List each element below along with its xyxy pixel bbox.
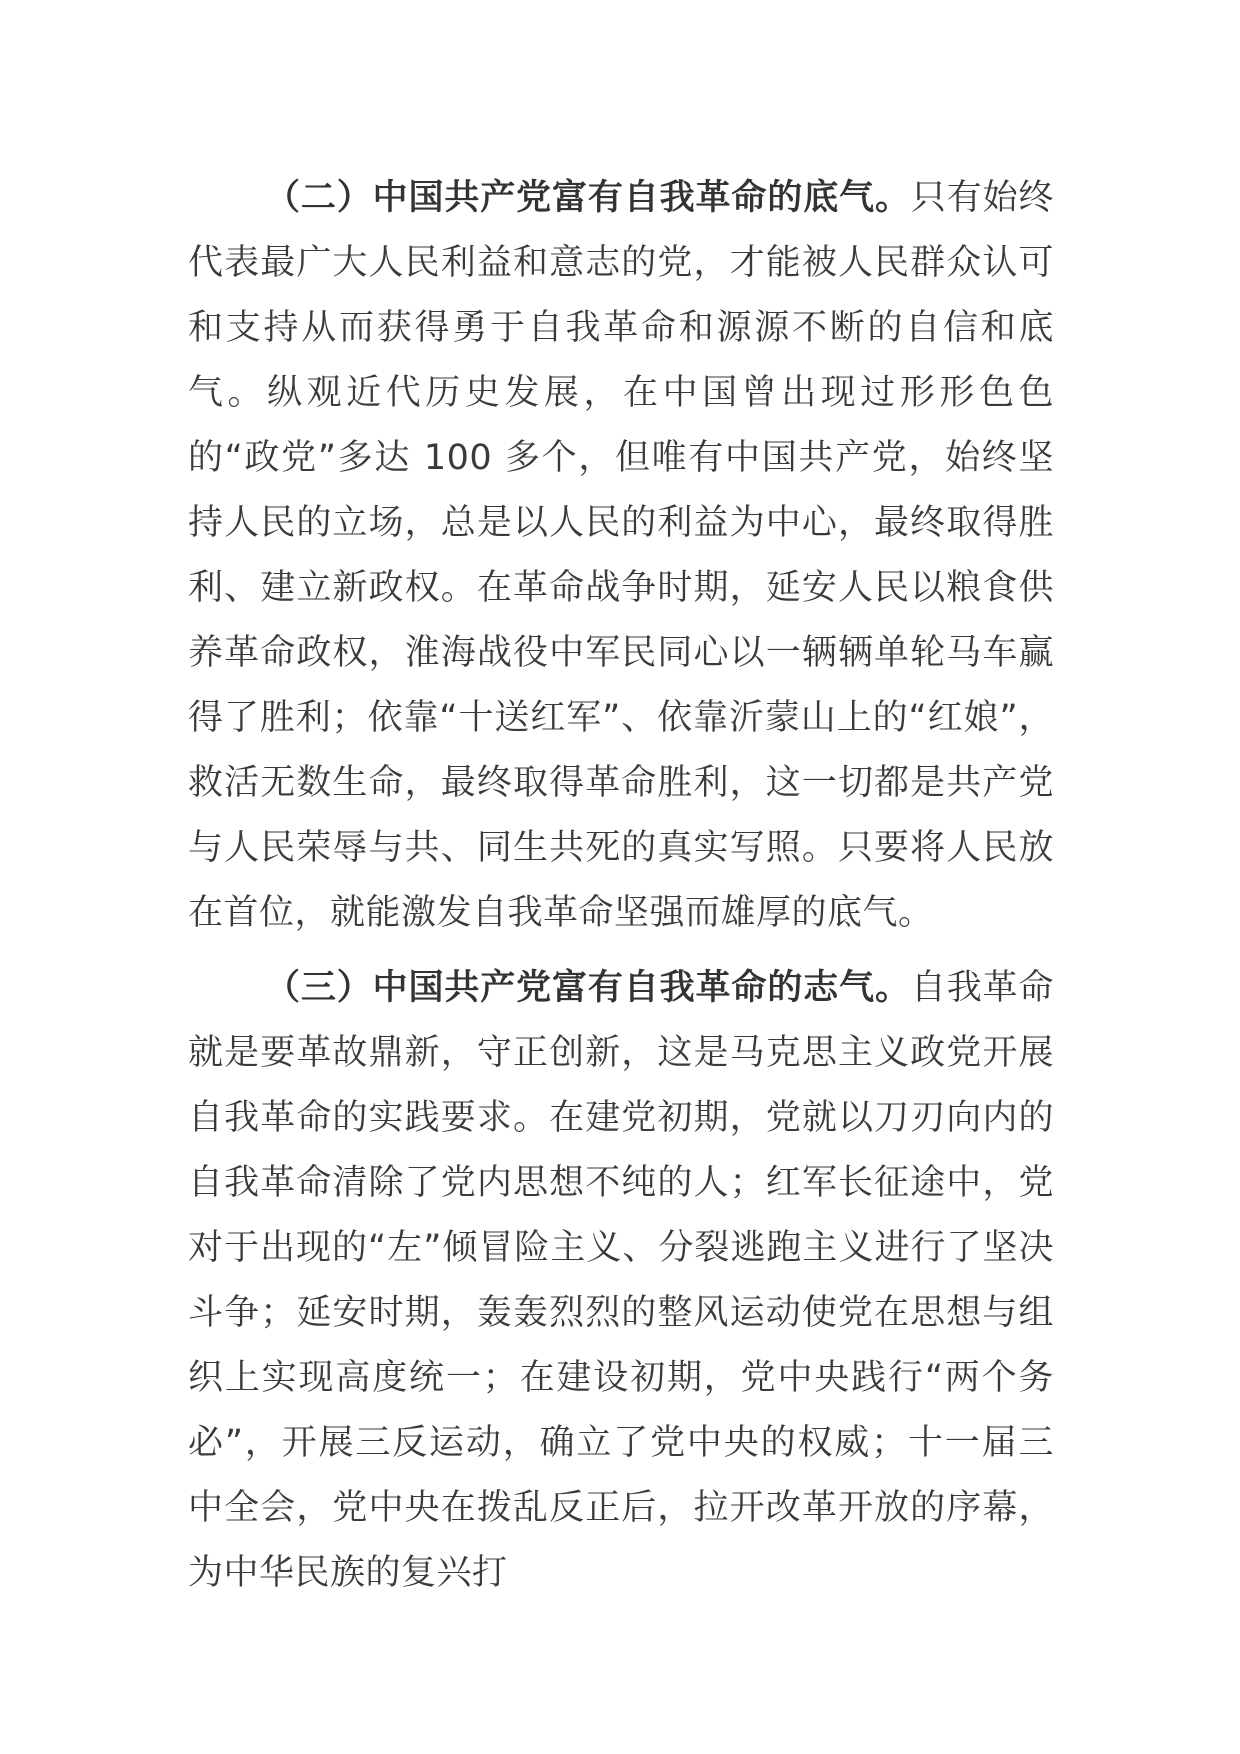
section-heading: （三）中国共产党富有自我革命的志气。	[265, 968, 911, 1008]
document-page	[188, 166, 1054, 1606]
section-heading: （二）中国共产党富有自我革命的底气。	[265, 178, 911, 218]
paragraph-body: 只有始终代表最广大人民利益和意志的党，才能被人民群众认可和支持从而获得勇于自我革命和源源不断的自信和底气。纵观近代历史发展，在中国曾出现过形形色色的“政党”多达 100 多个，但唯有中国共产党，始终坚持人民的立场，总是以人民的利益为中心，最终取得胜利、建立新政权。在革命战争时期，延安人民以粮食供养革命政权，淮海战役中军民同心以一辆辆单轮马车赢得了胜利；依靠“十送红军”、依靠沂蒙山上的“红娘”，救活无数生命，最终取得革命胜利，这一切都是共产党与人民荣辱与共、同生共死的真实写照。只要将人民放在首位，就能激发自我革命坚强而雄厚的底气。	[188, 178, 1055, 933]
paragraph-section-2	[188, 166, 1054, 946]
paragraph-section-3	[188, 956, 1054, 1606]
paragraph-body: 自我革命就是要革故鼎新，守正创新，这是马克思主义政党开展自我革命的实践要求。在建党初期，党就以刀刃向内的自我革命清除了党内思想不纯的人；红军长征途中，党对于出现的“左”倾冒险主义、分裂逃跑主义进行了坚决斗争；延安时期，轰轰烈烈的整风运动使党在思想与组织上实现高度统一；在建设初期，党中央践行“两个务必”，开展三反运动，确立了党中央的权威；十一届三中全会，党中央在拨乱反正后，拉开改革开放的序幕，为中华民族的复兴打	[188, 968, 1054, 1593]
